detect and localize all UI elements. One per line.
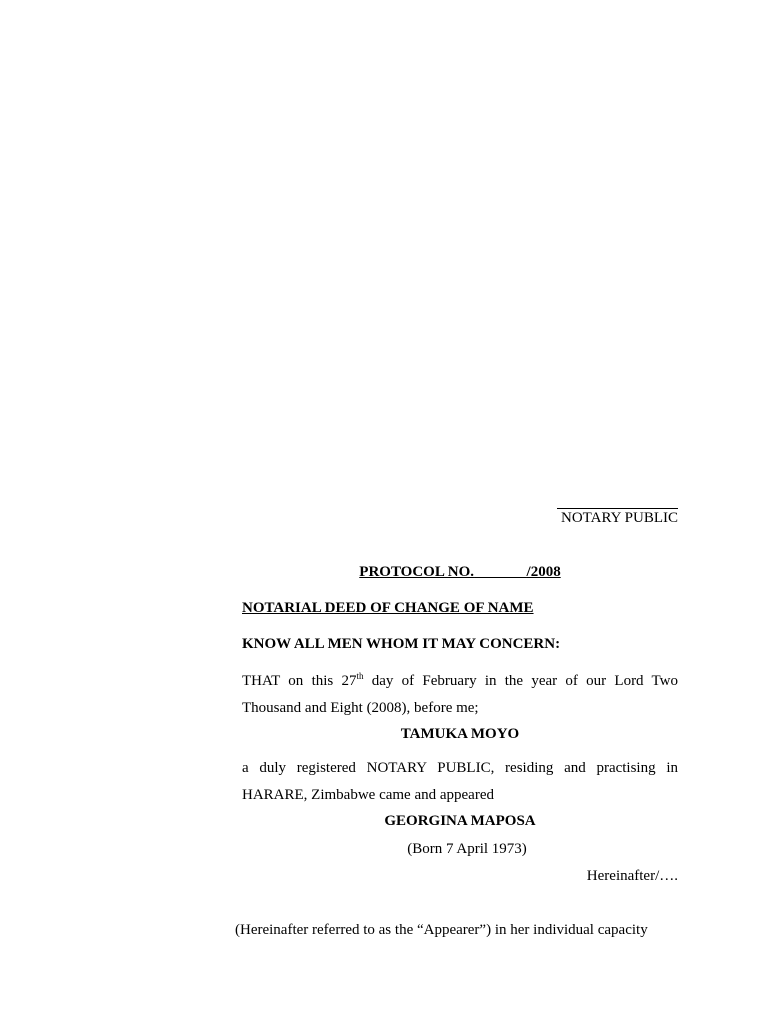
protocol-blank xyxy=(474,564,527,580)
protocol-year: /2008 xyxy=(526,564,561,580)
protocol-prefix: PROTOCOL NO. xyxy=(359,564,475,580)
signature-line xyxy=(557,508,678,509)
deed-title: NOTARIAL DEED OF CHANGE OF NAME xyxy=(242,600,534,616)
opening-text-start: THAT on this 27 xyxy=(242,673,357,689)
notary-public-label: NOTARY PUBLIC xyxy=(560,510,678,526)
salutation-heading: KNOW ALL MEN WHOM IT MAY CONCERN: xyxy=(242,636,561,652)
page-continuation: Hereinafter/…. xyxy=(586,868,678,884)
ordinal-suffix: th xyxy=(356,671,364,681)
appearer-definition: (Hereinafter referred to as the “Appearer”) in her individual capacity xyxy=(235,922,648,938)
protocol-number xyxy=(242,564,678,581)
appearer-name: GEORGINA MAPOSA xyxy=(384,813,536,829)
birth-date: (Born 7 April 1973) xyxy=(407,841,527,857)
notary-name: TAMUKA MOYO xyxy=(400,726,520,742)
opening-paragraph xyxy=(242,668,678,722)
notary-description-paragraph: a duly registered NOTARY PUBLIC, residing and practising in HARARE, Zimbabwe came and appeared xyxy=(242,760,678,803)
opening-text-end: day of February in the year of our Lord Two Thousand and Eight (2008), before me; xyxy=(242,673,678,716)
